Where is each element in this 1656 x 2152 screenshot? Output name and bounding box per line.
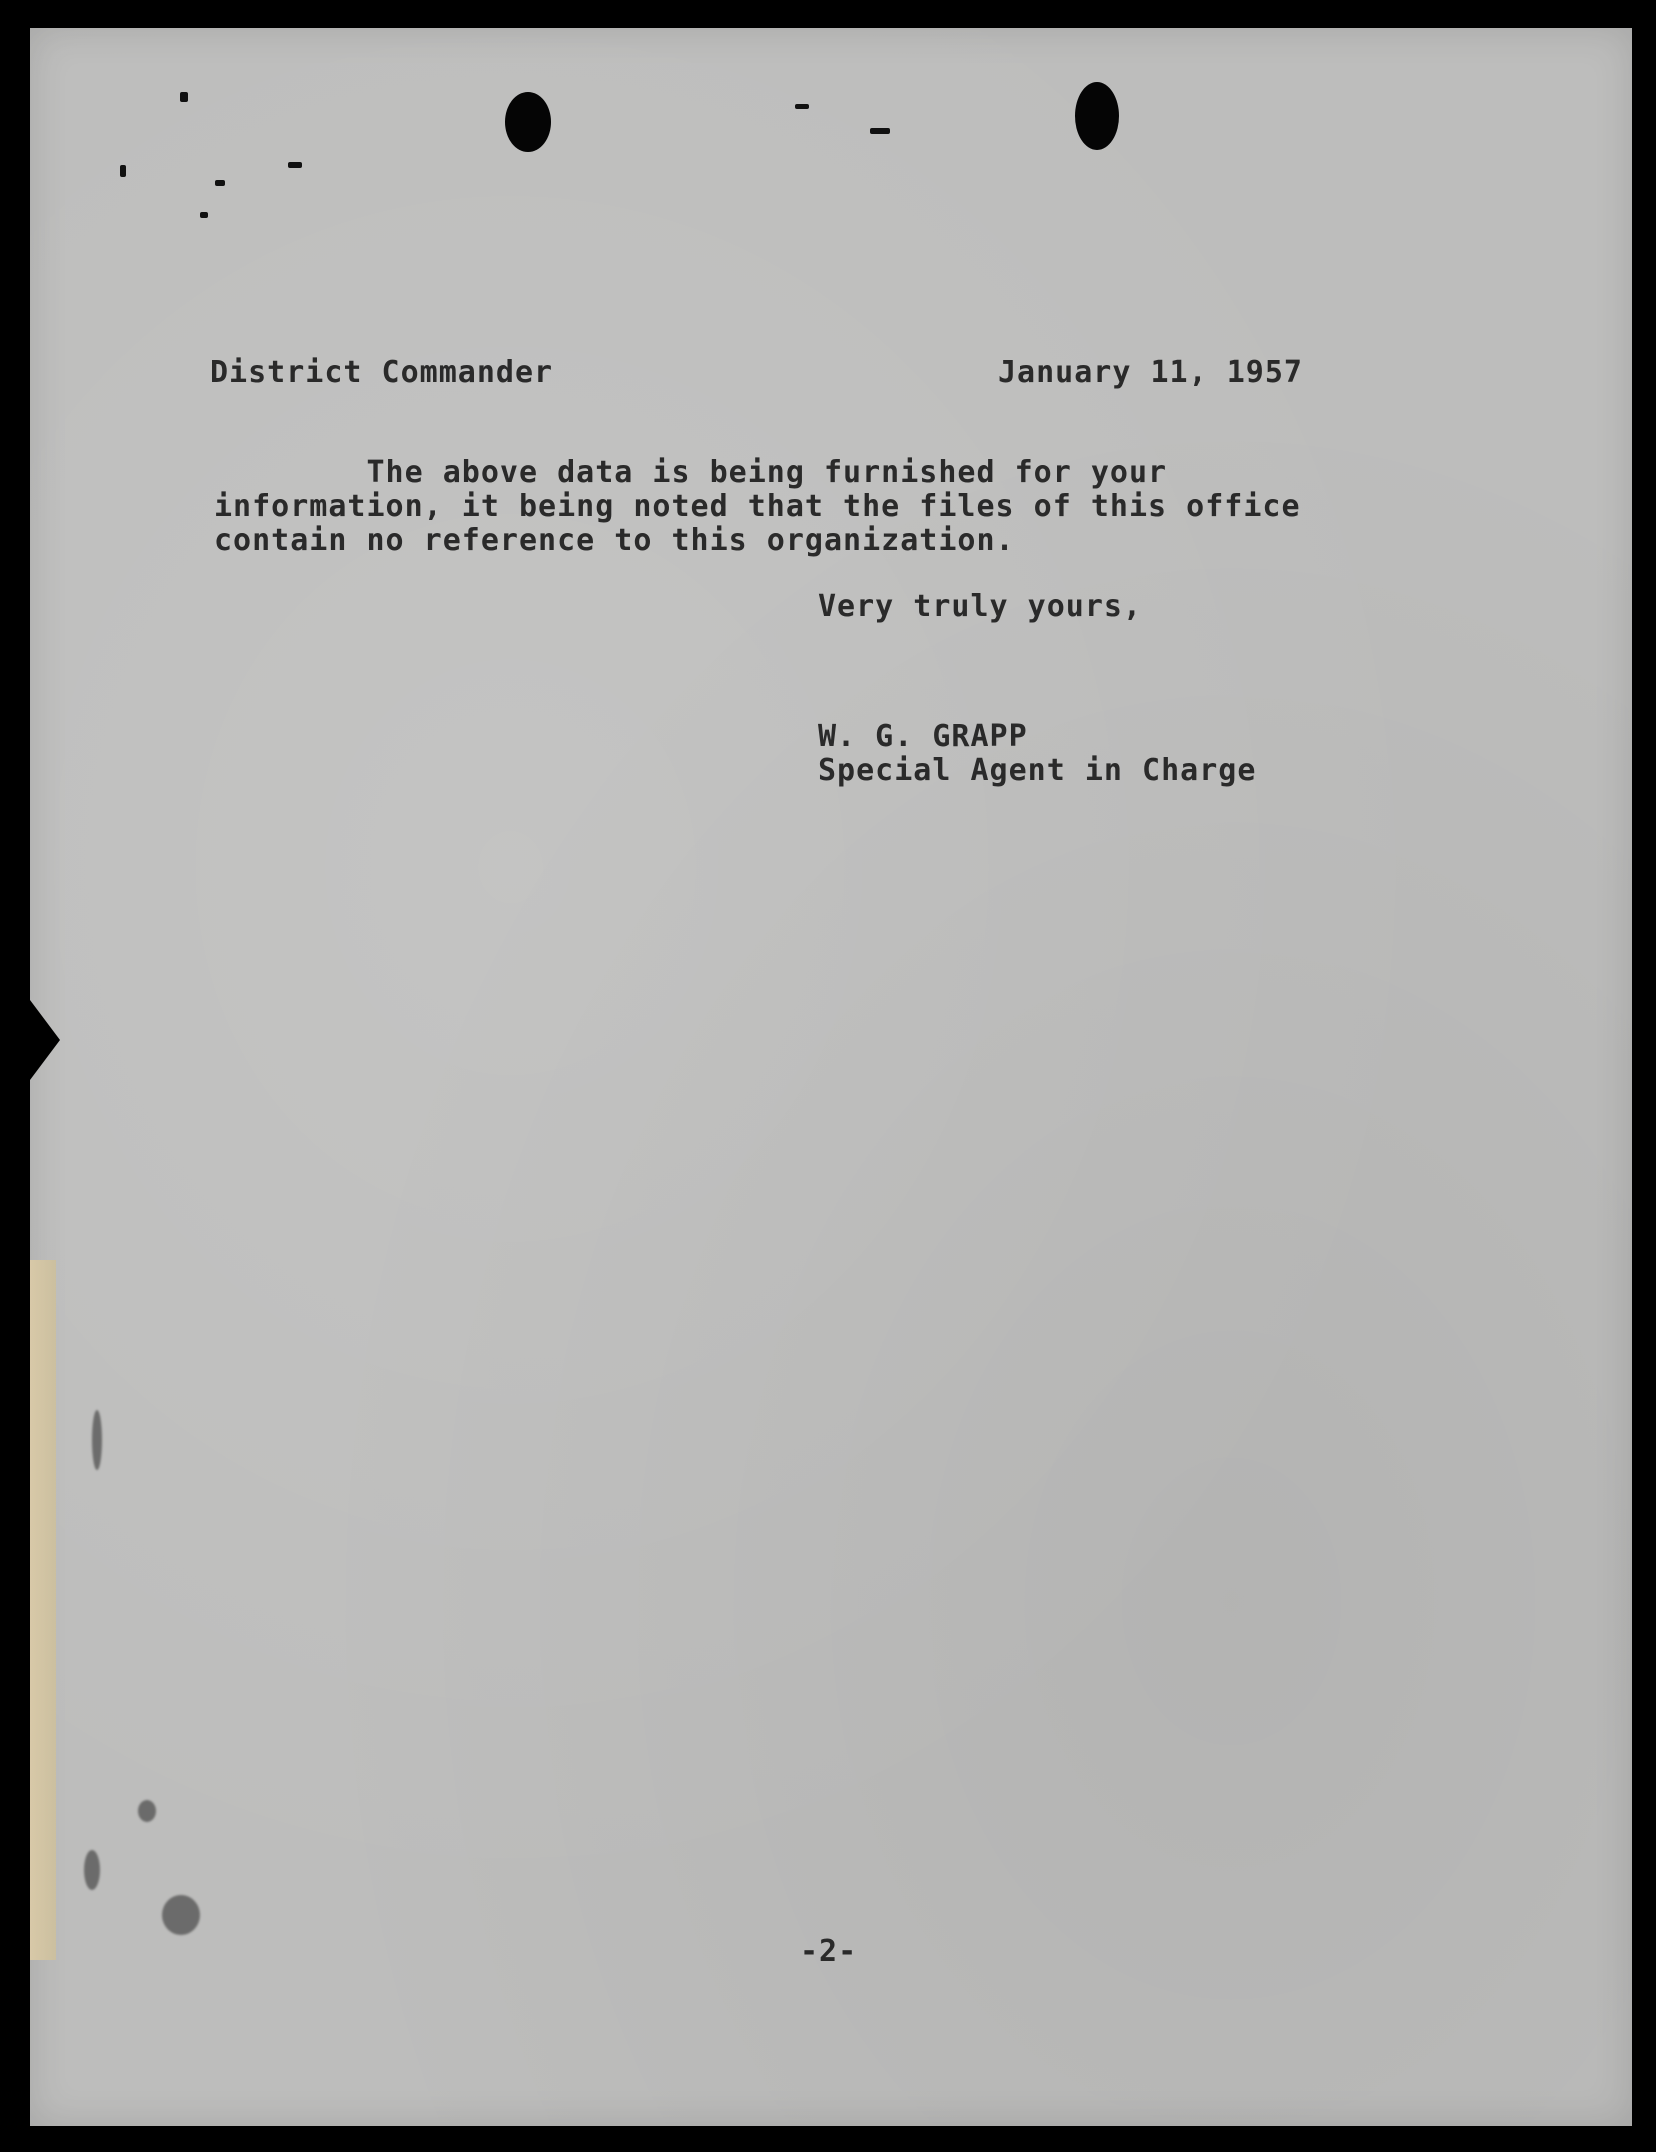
stain xyxy=(162,1895,200,1935)
salutation: District Commander xyxy=(210,355,554,390)
debris-speck xyxy=(288,162,302,168)
stain xyxy=(92,1410,102,1470)
letter-date: January 11, 1957 xyxy=(998,355,1303,390)
debris-speck xyxy=(795,104,809,109)
stain xyxy=(84,1850,100,1890)
debris-speck xyxy=(215,180,225,186)
torn-edge-notch xyxy=(30,1000,60,1080)
debris-speck xyxy=(870,128,890,134)
paper-edge xyxy=(30,1260,56,1960)
debris-speck xyxy=(180,92,188,102)
debris-speck xyxy=(200,212,208,218)
signer-title: Special Agent in Charge xyxy=(818,753,1257,788)
punch-hole-right xyxy=(1075,82,1119,150)
body-paragraph: The above data is being furnished for your information, it being noted that the files of this office contain no reference to this organization. xyxy=(214,455,1301,558)
punch-hole-left xyxy=(505,92,551,152)
document-page xyxy=(30,28,1632,2126)
page-number: -2- xyxy=(800,1934,858,1969)
stain xyxy=(138,1800,156,1822)
signer-name: W. G. GRAPP xyxy=(818,719,1028,754)
closing: Very truly yours, xyxy=(818,589,1143,624)
debris-speck xyxy=(120,165,126,177)
